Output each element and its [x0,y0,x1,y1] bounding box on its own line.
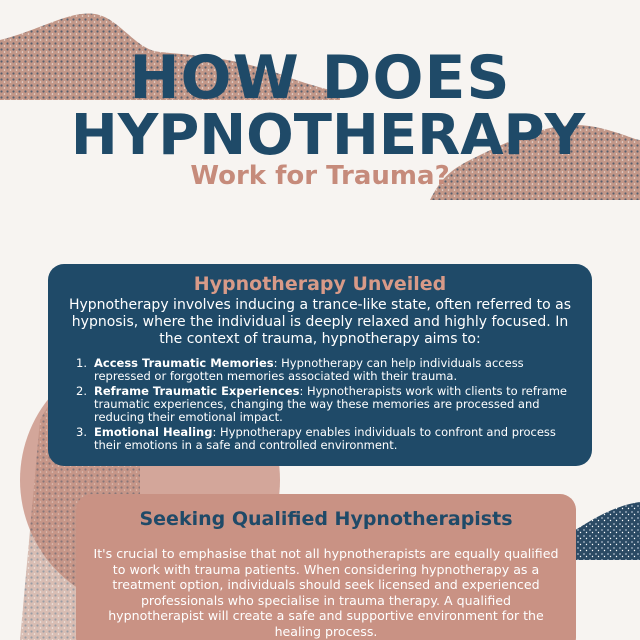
unveiled-card [48,264,592,466]
list-item-text: : Hypnotherapists work with clients to reframe traumatic experiences, changing the way these memories are processed and reducing their emotional impact. [94,384,567,424]
aims-list [68,357,572,452]
list-item-title: Access Traumatic Memories [94,356,274,370]
list-number: 1. [76,356,87,370]
list-item [76,425,572,452]
qualified-heading: Seeking Qualified Hypnotherapists [139,508,513,530]
qualified-card [76,494,576,640]
unveiled-intro: Hypnotherapy involves inducing a trance-like state, often referred to as hypnosis, where the individual is deeply relaxed and highly focused. In the context of trauma, hypnotherapy aims to: [68,297,571,347]
list-item-text: : Hypnotherapy can help individuals access repressed or forgotten memories associated with their trauma. [94,356,524,383]
list-item-title: Reframe Traumatic Experiences [94,384,300,398]
list-item-title: Emotional Healing [94,425,213,439]
title-line-2: HYPNOTHERAPY [70,103,586,168]
list-item [76,384,572,424]
unveiled-heading: Hypnotherapy Unveiled [193,273,447,295]
title-line-1: HOW DOES [129,43,511,113]
list-number: 3. [76,425,87,439]
subtitle: Work for Trauma? [190,161,450,191]
list-item-text: : Hypnotherapy enables individuals to confront and process their emotions in a safe and controlled environment. [94,425,556,452]
list-number: 2. [76,384,87,398]
qualified-body: It's crucial to emphasise that not all hypnotherapists are equally qualified to work with trauma patients. When considering hypnotherapy as a treatment option, individuals should seek licensed and experienced professionals who specialise in trauma therapy. A qualified hypnotherapist will create a safe and supportive environment for the healing process. [93,546,559,639]
list-item [76,356,572,383]
